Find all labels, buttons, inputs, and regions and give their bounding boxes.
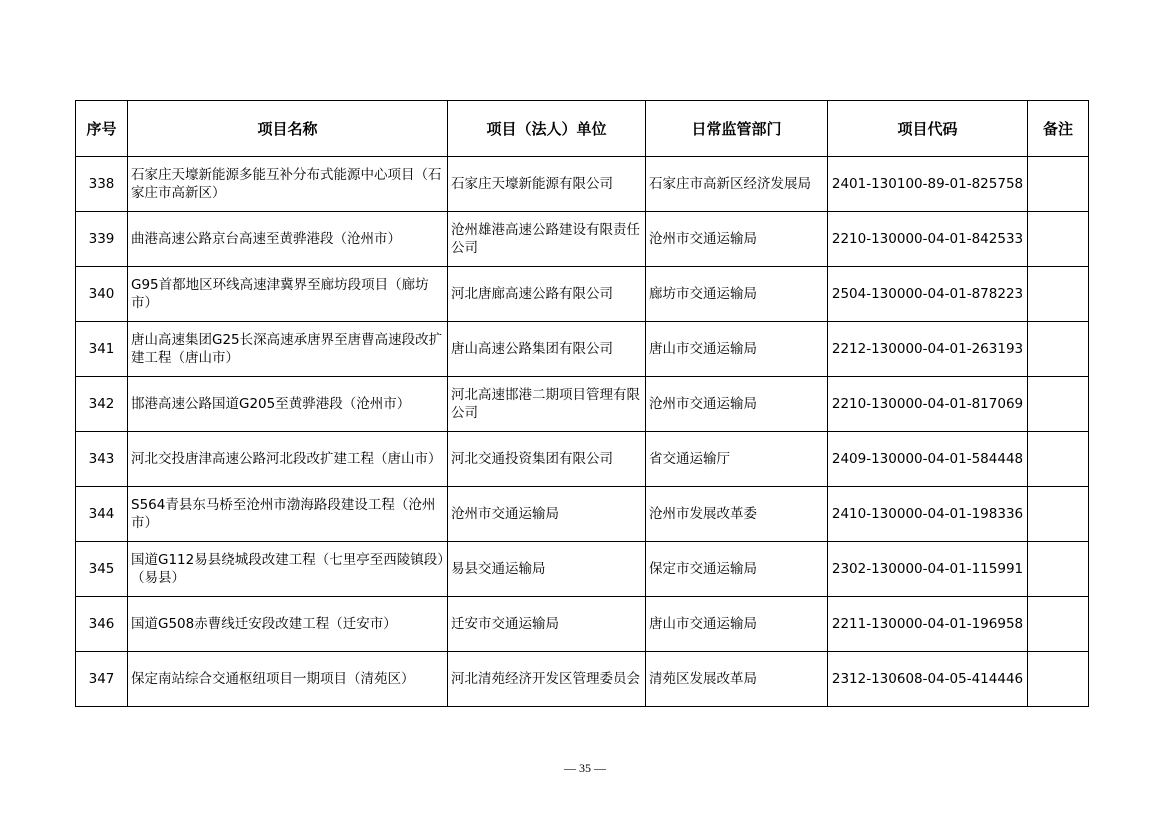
- cell-supervision-dept: 沧州市发展改革委: [646, 487, 828, 542]
- cell-project-code: 2504-130000-04-01-878223: [828, 267, 1028, 322]
- cell-project-name: 河北交投唐津高速公路河北段改扩建工程（唐山市）: [128, 432, 448, 487]
- cell-project-unit: 唐山高速公路集团有限公司: [448, 322, 646, 377]
- cell-project-unit: 河北高速邯港二期项目管理有限公司: [448, 377, 646, 432]
- table-row: [76, 432, 1089, 487]
- table-row: [76, 267, 1089, 322]
- cell-project-name: S564青县东马桥至沧州市渤海路段建设工程（沧州市）: [128, 487, 448, 542]
- table-row: [76, 157, 1089, 212]
- cell-project-name: 国道G508赤曹线迁安段改建工程（迁安市）: [128, 597, 448, 652]
- cell-seq: 346: [76, 597, 128, 652]
- cell-project-code: 2409-130000-04-01-584448: [828, 432, 1028, 487]
- header-supervision-dept: 日常监管部门: [646, 101, 828, 157]
- page-number: — 35 —: [564, 761, 606, 775]
- cell-remark: [1028, 157, 1089, 212]
- cell-seq: 345: [76, 542, 128, 597]
- cell-supervision-dept: 唐山市交通运输局: [646, 597, 828, 652]
- cell-remark: [1028, 432, 1089, 487]
- cell-project-code: 2211-130000-04-01-196958: [828, 597, 1028, 652]
- cell-remark: [1028, 212, 1089, 267]
- cell-project-code: 2212-130000-04-01-263193: [828, 322, 1028, 377]
- table-row: [76, 487, 1089, 542]
- cell-seq: 339: [76, 212, 128, 267]
- cell-seq: 343: [76, 432, 128, 487]
- cell-project-name: 石家庄天壕新能源多能互补分布式能源中心项目（石家庄市高新区）: [128, 157, 448, 212]
- cell-project-unit: 沧州市交通运输局: [448, 487, 646, 542]
- header-project-unit: 项目（法人）单位: [448, 101, 646, 157]
- cell-project-name: 曲港高速公路京台高速至黄骅港段（沧州市）: [128, 212, 448, 267]
- table-row: [76, 212, 1089, 267]
- header-seq: 序号: [76, 101, 128, 157]
- cell-supervision-dept: 沧州市交通运输局: [646, 377, 828, 432]
- cell-remark: [1028, 487, 1089, 542]
- cell-project-code: 2401-130100-89-01-825758: [828, 157, 1028, 212]
- table-row: [76, 322, 1089, 377]
- cell-supervision-dept: 沧州市交通运输局: [646, 212, 828, 267]
- cell-remark: [1028, 597, 1089, 652]
- cell-supervision-dept: 唐山市交通运输局: [646, 322, 828, 377]
- cell-project-code: 2312-130608-04-05-414446: [828, 652, 1028, 707]
- cell-project-name: 保定南站综合交通枢纽项目一期项目（清苑区）: [128, 652, 448, 707]
- cell-seq: 340: [76, 267, 128, 322]
- cell-project-name: G95首都地区环线高速津冀界至廊坊段项目（廊坊市）: [128, 267, 448, 322]
- table-row: [76, 597, 1089, 652]
- cell-remark: [1028, 322, 1089, 377]
- cell-remark: [1028, 267, 1089, 322]
- cell-seq: 347: [76, 652, 128, 707]
- cell-seq: 338: [76, 157, 128, 212]
- cell-supervision-dept: 保定市交通运输局: [646, 542, 828, 597]
- cell-project-code: 2410-130000-04-01-198336: [828, 487, 1028, 542]
- cell-project-code: 2210-130000-04-01-842533: [828, 212, 1028, 267]
- cell-remark: [1028, 652, 1089, 707]
- table-row: [76, 542, 1089, 597]
- table-row: [76, 377, 1089, 432]
- cell-supervision-dept: 廊坊市交通运输局: [646, 267, 828, 322]
- cell-supervision-dept: 省交通运输厅: [646, 432, 828, 487]
- cell-project-unit: 石家庄天壕新能源有限公司: [448, 157, 646, 212]
- cell-project-unit: 沧州雄港高速公路建设有限责任公司: [448, 212, 646, 267]
- project-table: [75, 100, 1089, 707]
- cell-project-unit: 河北唐廊高速公路有限公司: [448, 267, 646, 322]
- cell-project-name: 唐山高速集团G25长深高速承唐界至唐曹高速段改扩建工程（唐山市）: [128, 322, 448, 377]
- cell-project-unit: 河北清苑经济开发区管理委员会: [448, 652, 646, 707]
- table-header-row: [76, 101, 1089, 157]
- cell-project-code: 2302-130000-04-01-115991: [828, 542, 1028, 597]
- cell-project-unit: 易县交通运输局: [448, 542, 646, 597]
- cell-project-name: 国道G112易县绕城段改建工程（七里亭至西陵镇段）（易县）: [128, 542, 448, 597]
- cell-project-unit: 河北交通投资集团有限公司: [448, 432, 646, 487]
- cell-seq: 341: [76, 322, 128, 377]
- cell-remark: [1028, 542, 1089, 597]
- header-project-code: 项目代码: [828, 101, 1028, 157]
- cell-project-name: 邯港高速公路国道G205至黄骅港段（沧州市）: [128, 377, 448, 432]
- cell-remark: [1028, 377, 1089, 432]
- cell-supervision-dept: 清苑区发展改革局: [646, 652, 828, 707]
- cell-supervision-dept: 石家庄市高新区经济发展局: [646, 157, 828, 212]
- header-project-name: 项目名称: [128, 101, 448, 157]
- cell-project-unit: 迁安市交通运输局: [448, 597, 646, 652]
- header-remark: 备注: [1028, 101, 1089, 157]
- cell-project-code: 2210-130000-04-01-817069: [828, 377, 1028, 432]
- cell-seq: 344: [76, 487, 128, 542]
- table-row: [76, 652, 1089, 707]
- cell-seq: 342: [76, 377, 128, 432]
